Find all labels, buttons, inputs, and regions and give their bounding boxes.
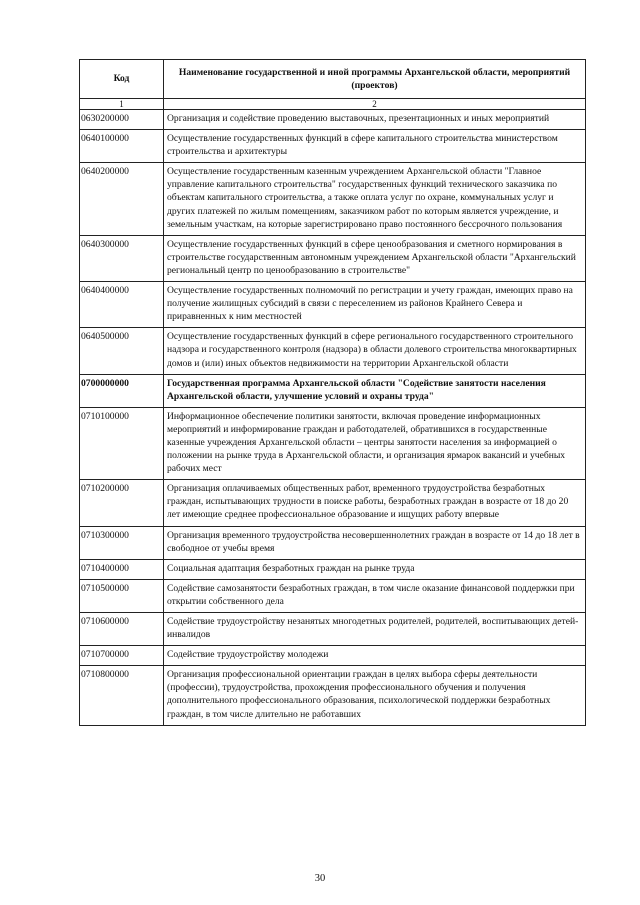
row-name: Содействие самозанятости безработных граждан, в том числе оказание финансовой поддержки при открытии собственного дела: [164, 579, 586, 612]
table-body: [80, 110, 586, 726]
table-row: [80, 110, 586, 130]
row-name: Осуществление государственных функций в сфере капитального строительства министерством строительства и архитектуры: [164, 130, 586, 163]
row-code: 0640300000: [80, 235, 164, 281]
table-row: [80, 526, 586, 559]
row-name: Государственная программа Архангельской области "Содействие занятости населения Архангельской области, улучшение условий и охраны труда": [164, 374, 586, 407]
table-row: [80, 480, 586, 526]
table-row: [80, 130, 586, 163]
row-code: 0640500000: [80, 328, 164, 374]
name-column-header: Наименование государственной и иной программы Архангельской области, мероприятий (проектов): [164, 60, 586, 99]
row-name: Организация и содействие проведению выставочных, презентационных и иных мероприятий: [164, 110, 586, 130]
row-name: Информационное обеспечение политики занятости, включая проведение информационных мероприятий и информирование граждан и работодателей, обратившихся в государственные казенные учреждения Архангельской области – центры занятости населения за информацией о положении на рынке труда в Архангельской области, и организация ярмарок вакансий и учебных рабочих мест: [164, 407, 586, 479]
table-row: [80, 559, 586, 579]
column-number: 2: [164, 99, 586, 110]
row-code: 0700000000: [80, 374, 164, 407]
table-row: [80, 282, 586, 328]
row-code: 0710700000: [80, 646, 164, 666]
table-row: [80, 646, 586, 666]
row-name: Социальная адаптация безработных граждан на рынке труда: [164, 559, 586, 579]
row-code: 0640200000: [80, 163, 164, 235]
row-code: 0640400000: [80, 282, 164, 328]
row-code: 0640100000: [80, 130, 164, 163]
row-code: 0710400000: [80, 559, 164, 579]
table-row: [80, 613, 586, 646]
code-column-header: Код: [80, 60, 164, 99]
row-name: Осуществление государственных функций в сфере ценообразования и сметного нормирования в строительстве государственным автономным учреждением Архангельской области "Архангельский региональный центр по ценообразованию в строительстве": [164, 235, 586, 281]
column-number: 1: [80, 99, 164, 110]
budget-codes-table: [79, 59, 586, 726]
row-name: Осуществление государственных функций в сфере регионального государственного строительного надзора и государственного контроля (надзора) в области долевого строительства многоквартирных домов и (или) иных объектов недвижимости на территории Архангельской области: [164, 328, 586, 374]
row-name: Осуществление государственных полномочий по регистрации и учету граждан, имеющих право на получение жилищных субсидий в связи с переселением из районов Крайнего Севера и приравненных к ним местностей: [164, 282, 586, 328]
table-row: [80, 374, 586, 407]
table-row: [80, 407, 586, 479]
page-number: 30: [314, 873, 326, 884]
row-code: 0710100000: [80, 407, 164, 479]
row-code: 0710200000: [80, 480, 164, 526]
table-row: [80, 163, 586, 235]
row-name: Организация профессиональной ориентации граждан в целях выбора сферы деятельности (профессии), трудоустройства, прохождения профессионального обучения и получения дополнительного профессионального образования, психологической поддержки безработных граждан, в том числе длительно не работавших: [164, 666, 586, 725]
row-name: Осуществление государственным казенным учреждением Архангельской области "Главное управление капитального строительства" государственных функций технического заказчика по объектам капитального строительства, а также оплата услуг по охране, коммунальных услуг и других платежей по жилым помещениям, заказчиком работ по которым является учреждение, и земельным участкам, на которые зарегистрировано право постоянного бессрочного пользования: [164, 163, 586, 235]
row-code: 0630200000: [80, 110, 164, 130]
row-name: Организация оплачиваемых общественных работ, временного трудоустройства безработных граждан, испытывающих трудности в поиске работы, безработных граждан в возрасте от 18 до 20 лет имеющие среднее профессиональное образование и ищущих работу впервые: [164, 480, 586, 526]
row-name: Содействие трудоустройству молодежи: [164, 646, 586, 666]
column-number-row: [80, 99, 586, 110]
table-row: [80, 579, 586, 612]
row-name: Организация временного трудоустройства несовершеннолетних граждан в возрасте от 14 до 18 лет в свободное от учебы время: [164, 526, 586, 559]
row-code: 0710300000: [80, 526, 164, 559]
table-row: [80, 235, 586, 281]
table-row: [80, 328, 586, 374]
row-code: 0710600000: [80, 613, 164, 646]
table-header-row: [80, 60, 586, 99]
table-row: [80, 666, 586, 725]
row-code: 0710800000: [80, 666, 164, 725]
row-name: Содействие трудоустройству незанятых многодетных родителей, родителей, воспитывающих детей-инвалидов: [164, 613, 586, 646]
row-code: 0710500000: [80, 579, 164, 612]
